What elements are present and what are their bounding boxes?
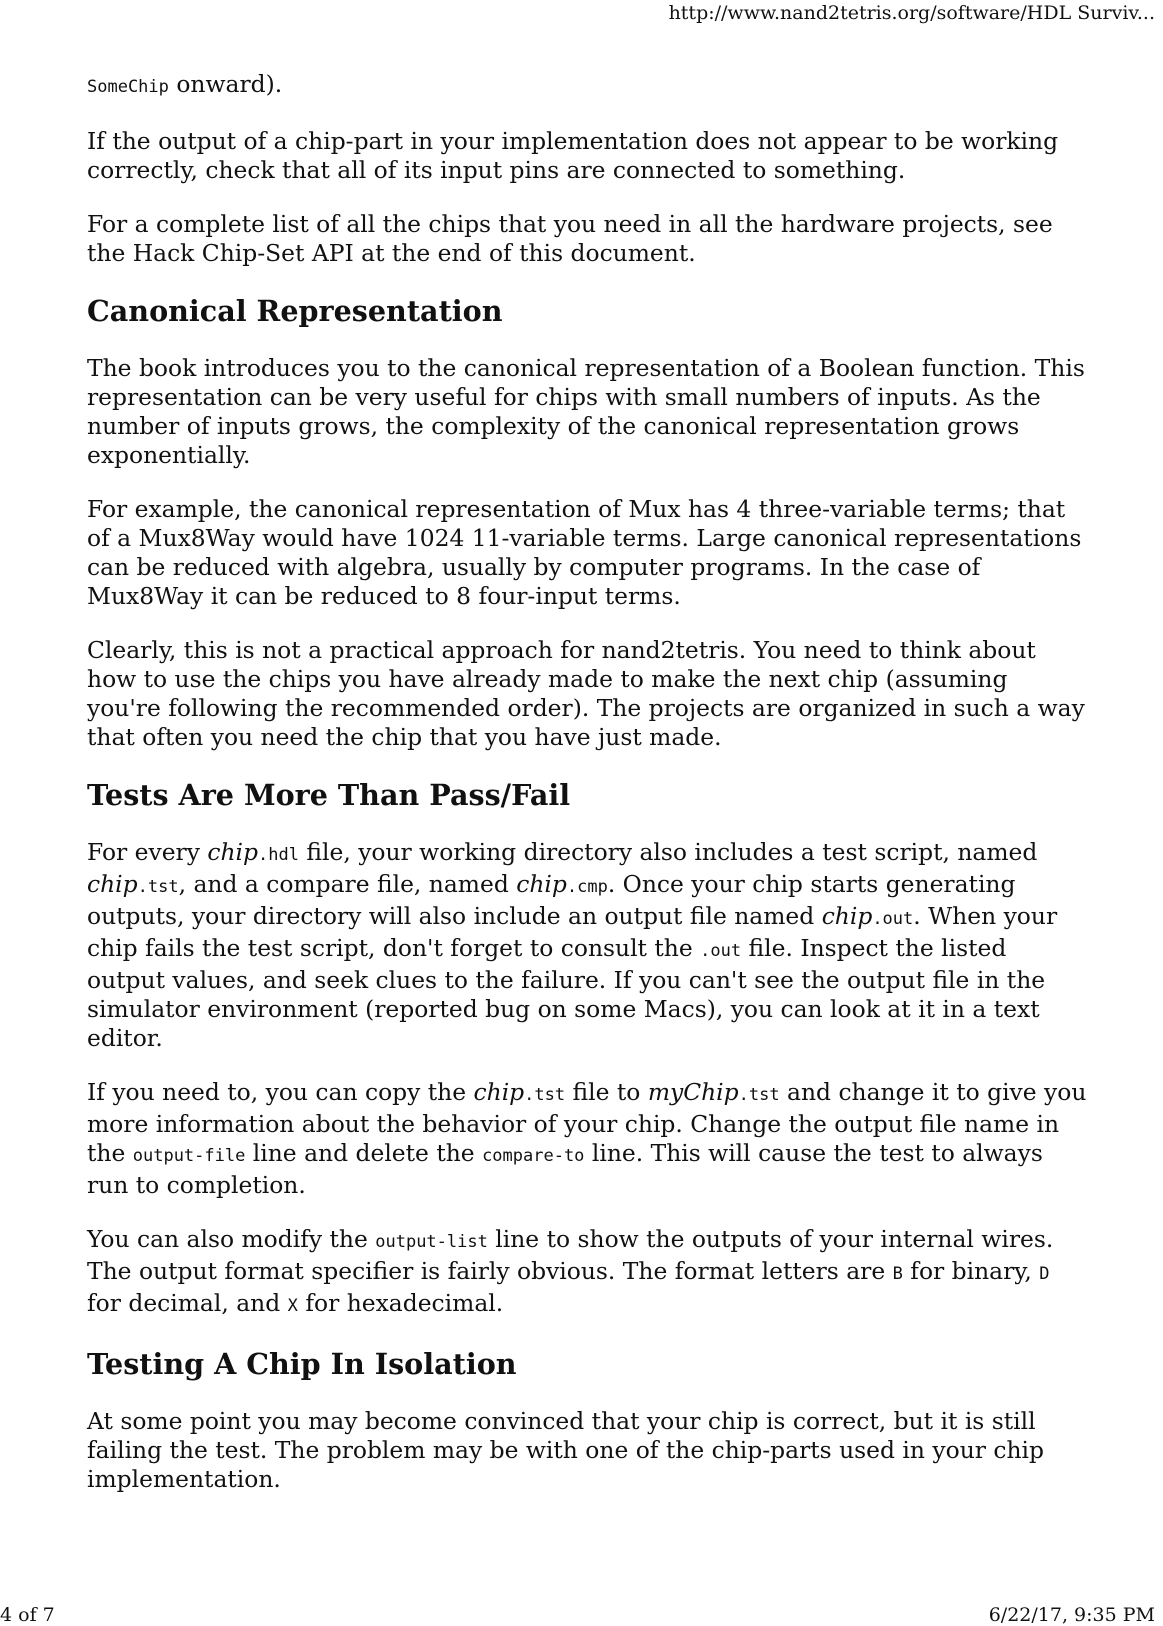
paragraph-canonical-practical: Clearly, this is not a practical approach for nand2tetris. You need to think about how to use the chips you have already made to make the next chip (assuming you're following the recommended order). The projects are organized in such a way that often you need the chip that you have just made. <box>87 636 1085 751</box>
paragraph-test-files: For every chip.hdl file, your working directory also includes a test script, named chip.tst, and a compare file, named chip.cmp. Once your chip starts generating outputs, your directory will also include an output file named chip.out. When your chip fails the test script, don't forget to consult the .out file. Inspect the listed output values, and seek clues to the failure. If you can't see the output file in the simulator environment (reported bug on some Macs), you can look at it in a text editor. <box>87 838 1058 1052</box>
paragraph-chip-set-api: For a complete list of all the chips that you need in all the hardware projects, see the Hack Chip-Set API at the end of this document. <box>87 210 1053 267</box>
print-datetime: 6/22/17, 9:35 PM <box>988 1604 1155 1626</box>
code-somechip: SomeChip <box>87 77 169 97</box>
paragraph-output-list: You can also modify the output-list line to show the outputs of your internal wires. The output format specifier is fairly obvious. The format letters are B for binary, D for decimal, and X for hexadecimal. <box>87 1225 1054 1317</box>
heading-tests-pass-fail: Tests Are More Than Pass/Fail <box>87 778 571 812</box>
page-header-url: http://www.nand2tetris.org/software/HDL Surviv... <box>668 2 1155 24</box>
page-number: 4 of 7 <box>0 1604 55 1626</box>
document-body <box>87 70 1087 1519</box>
heading-canonical-representation: Canonical Representation <box>87 294 503 328</box>
paragraph-isolation-intro: At some point you may become convinced that your chip is correct, but it is still failing the test. The problem may be with one of the chip-parts used in your chip implementation. <box>87 1407 1044 1493</box>
paragraph-canonical-intro: The book introduces you to the canonical representation of a Boolean function. This representation can be very useful for chips with small numbers of inputs. As the number of inputs grows, the complexity of the canonical representation grows exponentially. <box>87 354 1085 469</box>
heading-testing-in-isolation: Testing A Chip In Isolation <box>87 1347 517 1381</box>
paragraph-copy-test-script: If you need to, you can copy the chip.tst file to myChip.tst and change it to give you more information about the behavior of your chip. Change the output file name in the output-file line and delete the compare-to line. This will cause the test to always run to completion. <box>87 1078 1087 1199</box>
paragraph-canonical-example: For example, the canonical representation of Mux has 4 three-variable terms; that of a Mux8Way would have 1024 11-variable terms. Large canonical representations can be reduced with algebra, usually by computer programs. In the case of Mux8Way it can be reduced to 8 four-input terms. <box>87 495 1082 610</box>
paragraph-continuation: SomeChip onward). <box>87 70 283 98</box>
paragraph-chip-part-inputs: If the output of a chip-part in your implementation does not appear to be working correctly, check that all of its input pins are connected to something. <box>87 127 1059 184</box>
